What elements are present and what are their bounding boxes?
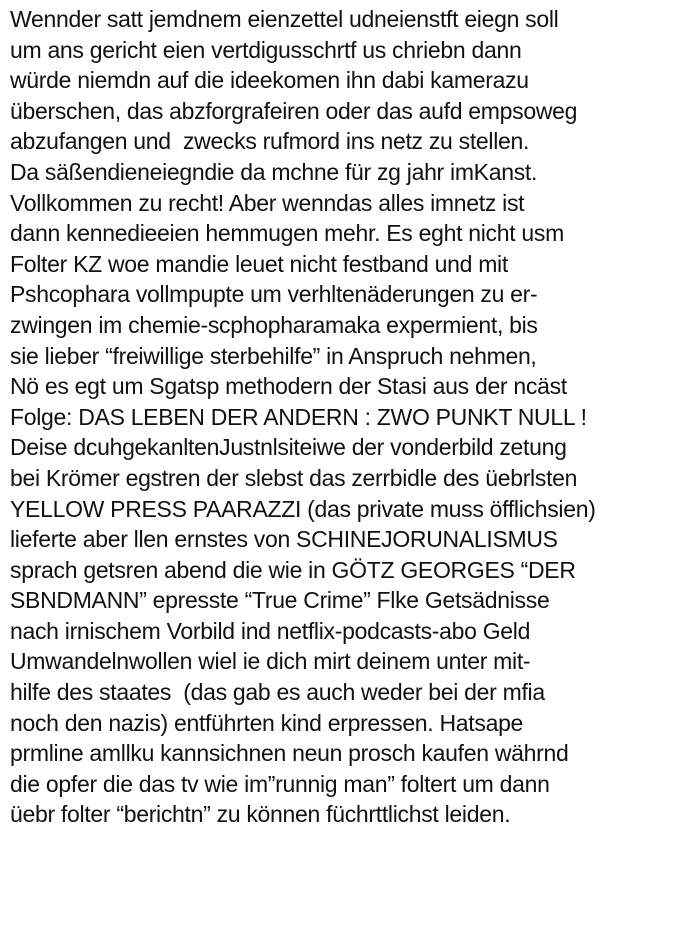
- text-line: zwingen im chemie-scphopharamaka expermient, bis: [10, 311, 538, 338]
- text-line: lieferte aber llen ernstes von SCHINEJORUNALISMUS: [10, 526, 558, 553]
- text-line: abzufangen und zwecks rufmord ins netz zu stellen.: [10, 128, 530, 155]
- text-line: üebr folter “berichtn” zu können füchrttlichst leiden.: [10, 801, 511, 828]
- text-line: bei Krömer egstren der slebst das zerrbidle des üebrlsten: [10, 464, 578, 491]
- text-line: Deise dcuhgekanltenJustnlsiteiwe der vonderbild zetung: [10, 434, 567, 461]
- text-line: prmline amllku kannsichnen neun prosch kaufen währnd: [10, 740, 569, 767]
- body-text: [10, 4, 684, 830]
- text-line: Vollkommen zu recht! Aber wenndas alles imnetz ist: [10, 189, 525, 216]
- text-line: überschen, das abzforgrafeiren oder das aufd empsoweg: [10, 97, 578, 124]
- text-line: Umwandelnwollen wiel ie dich mirt deinem unter mit-: [10, 648, 531, 675]
- text-line: Wennder satt jemdnem eienzettel udneienstft eiegn soll: [10, 6, 559, 32]
- text-line: die opfer die das tv wie im”runnig man” foltert um dann: [10, 770, 550, 797]
- text-line: sie lieber “freiwillige sterbehilfe” in Anspruch nehmen,: [10, 342, 537, 369]
- text-line: nach irnischem Vorbild ind netflix-podcasts-abo Geld: [10, 617, 531, 644]
- text-line: SBNDMANN” epresste “True Crime” Flke Getsädnisse: [10, 587, 550, 614]
- text-line: Folter KZ woe mandie leuet nicht festband und mit: [10, 250, 508, 277]
- text-line: dann kennedieeien hemmugen mehr. Es eght nicht usm: [10, 220, 564, 247]
- text-line: sprach getsren abend die wie in GÖTZ GEORGES “DER: [10, 556, 576, 583]
- text-line: Folge: DAS LEBEN DER ANDERN : ZWO PUNKT NULL !: [10, 403, 587, 430]
- text-line: Da säßendieneiegndie da mchne für zg jahr imKanst.: [10, 158, 538, 185]
- text-line: würde niemdn auf die ideekomen ihn dabi kamerazu: [10, 67, 529, 94]
- text-line: Nö es egt um Sgatsp methodern der Stasi aus der ncäst: [10, 373, 567, 400]
- text-line: noch den nazis) entführten kind erpressen. Hatsape: [10, 709, 524, 736]
- text-line: hilfe des staates (das gab es auch weder bei der mfia: [10, 679, 545, 706]
- text-line: um ans gericht eien vertdigusschrtf us chriebn dann: [10, 36, 522, 63]
- text-line: Pshcophara vollmpupte um verhltenäderungen zu er-: [10, 281, 538, 308]
- text-line: YELLOW PRESS PAARAZZI (das private muss öfflichsien): [10, 495, 596, 522]
